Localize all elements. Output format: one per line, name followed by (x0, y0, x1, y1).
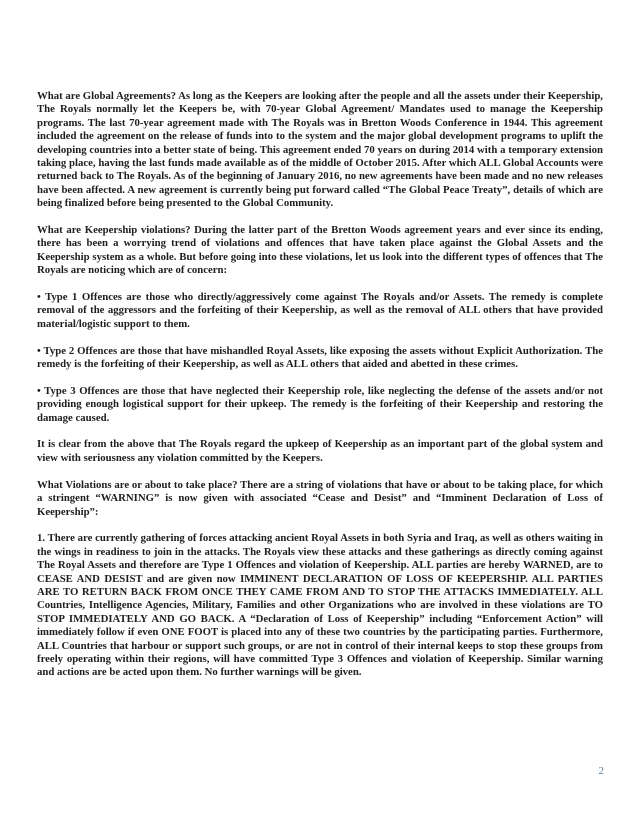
paragraph-syria-iraq-warning: 1. There are currently gathering of forces attacking ancient Royal Assets in both Syria and Iraq, as well as others waiting in the wings in readiness to join in the attacks. The Royals view these attacks and these gatherings as directly coming against The Royal Assets and therefore are Type 1 Offences and violation of Keepership. ALL parties are hereby WARNED, are to CEASE AND DESIST and are given now IMMINENT DECLARATION OF LOSS OF KEEPERSHIP. ALL PARTIES ARE TO RETURN BACK FROM ONCE THEY CAME FROM AND TO STOP THE ATTACKS IMMEDIATELY. ALL Countries, Intelligence Agencies, Military, Families and other Organizations who are involved in these violations are TO STOP IMMEDIATELY AND GO BACK. A “Declaration of Loss of Keepership” including “Enforcement Action” will immediately follow if even ONE FOOT is placed into any of these two countries by the participating parties. Furthermore, ALL Countries that harbour or support such groups, or are not in control of their internal keeps to stop these groups from freely operating within their regions, will have committed Type 3 Offences and violation of Keepership. Similar warning and actions are be acted upon them. No further warnings will be given. (37, 532, 603, 679)
paragraph-keepership-violations: What are Keepership violations? During the latter part of the Bretton Woods agreement years and ever since its ending, there has been a worrying trend of violations and offences that have taken place against the Global Assets and the Keepership system as a whole. But before going into these violations, let us look into the different types of offences that The Royals are noticing which are of concern: (37, 224, 603, 277)
paragraph-type-3-offences: • Type 3 Offences are those that have neglected their Keepership role, like neglecting the defense of the assets and/or not providing enough logistical support for their upkeep. The remedy is the forfeiting of their Keepership and restoring the damage caused. (37, 384, 603, 424)
paragraph-global-agreements: What are Global Agreements? As long as the Keepers are looking after the people and all the assets under their Keepership, The Royals normally let the Keepers be, with 70-year Global Agreement/ Mandates used to manage the Keepership programs. The last 70-year agreement made with The Royals was in Bretton Woods Conference in 1944. This agreement included the agreement on the release of funds into to the system and the major global development programs to uplift the developing countries into a better state of being. This agreement ended 70 years on during 2014 with a temporary extension taking place, having the last funds made available as of the middle of October 2015. After which ALL Global Accounts were returned back to The Royals. As of the beginning of January 2016, no new agreements have been made and no new releases have been affected. A new agreement is currently being put forward called “The Global Peace Treaty”, details of which are being finalized before being presented to the Global Community. (37, 90, 603, 210)
page-number: 2 (598, 765, 604, 777)
paragraph-royals-regard: It is clear from the above that The Royals regard the upkeep of Keepership as an important part of the global system and view with seriousness any violation committed by the Keepers. (37, 438, 603, 464)
paragraph-type-1-offences: • Type 1 Offences are those who directly/aggressively come against The Royals and/or Assets. The remedy is complete removal of the aggressors and the forfeiting of their Keepership, as well as the removal of ALL others that have provided material/logistic support to them. (37, 291, 603, 330)
paragraph-what-violations: What Violations are or about to take place? There are a string of violations that have or about to be taking place, for which a stringent “WARNING” is now given with associated “Cease and Desist” and “Imminent Declaration of Loss of Keepership”: (37, 478, 603, 518)
paragraph-type-2-offences: • Type 2 Offences are those that have mishandled Royal Assets, like exposing the assets without Explicit Authorization. The remedy is the forfeiting of their Keepership, as well as ALL others that aided and abetted in these crimes. (37, 344, 603, 371)
document-body (37, 90, 603, 693)
